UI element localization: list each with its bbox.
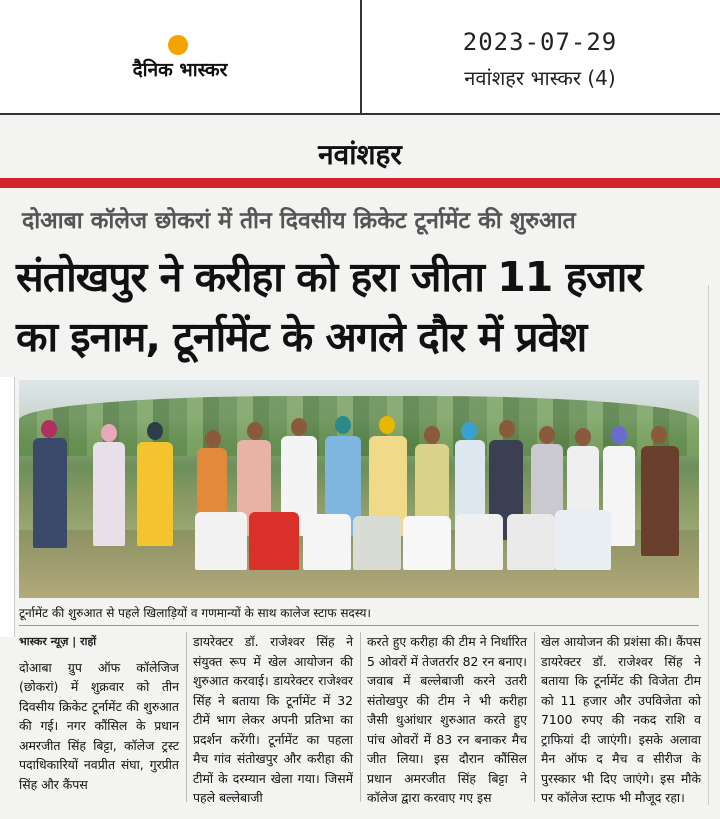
article-column-1 [19, 632, 179, 794]
head-figure [291, 418, 307, 436]
article-kicker: दोआबा कॉलेज छोकरां में तीन दिवसीय क्रिकेट टूर्नामेंट की शुरुआत [22, 208, 576, 234]
section-title: नवांशहर [318, 138, 402, 171]
article-headline [16, 247, 706, 367]
head-figure [424, 426, 440, 444]
player-figure [249, 512, 299, 570]
head-figure [499, 420, 515, 438]
player-figure [641, 446, 679, 556]
player-figure [195, 512, 247, 570]
red-divider [0, 178, 720, 188]
team-photo [19, 380, 699, 598]
article-column-3: करते हुए करीहा की टीम ने निर्धारित 5 ओवरों में तेजतर्रार 82 रन बनाए। जवाब में बल्लेबाजी करने उतरी संतोखपुर की टीम ने भी करीहा जैसी धुआंधार शुरुआत करते हुए पांच ओवरों में 83 रन बनाकर मैच जीत लिया। इस दौरान कौंसिल प्रधान अमरजीत सिंह बिट्टा ने कॉलेज द्वारा करवाए गए इस [367, 634, 527, 805]
column-divider [186, 632, 187, 802]
head-figure [651, 426, 667, 444]
publication-date: 2023-07-29 [462, 28, 618, 56]
edition-label: नवांशहर भास्कर (4) [464, 66, 616, 90]
player-figure [507, 514, 555, 570]
player-figure [353, 516, 401, 570]
column-divider [534, 632, 535, 802]
column-1-text: दोआबा ग्रुप ऑफ कॉलेजिज (छोकरां) में शुक्रवार को तीन दिवसीय क्रिकेट टूर्नामेंट की शुरुआत की गई। नगर कौंसिल के प्रधान अमरजीत सिंह बिट्टा, कॉलेज ट्रस्ट पदाधिकारियों नवप्रीत संघा, गुरप्रीत सिंह और कैंपस [19, 659, 179, 792]
player-figure [455, 514, 503, 570]
newspaper-page [0, 115, 720, 819]
head-figure [147, 422, 163, 440]
newspaper-logo: दैनिक भास्कर [132, 59, 228, 81]
player-figure [137, 442, 173, 546]
head-figure [247, 422, 263, 440]
adjacent-article-right [708, 285, 720, 805]
player-figure [93, 442, 125, 546]
head-figure [335, 416, 351, 434]
article-column-4: खेल आयोजन की प्रशंसा की। कैंपस डायरेक्टर डॉ. राजेश्वर सिंह ने बताया कि टूर्नामेंट की विजेता टीम को 11 हजार और उपविजेता को 7100 रुपए की नकद राशि व ट्राफियां दी जाएंगी। इसके अलावा मैन ऑफ द मैच व सीरीज के पुरस्कार भी दिए जाएंगे। इस मौके पर कॉलेज स्टाफ भी मौजूद रहा। [541, 634, 701, 805]
head-figure [205, 430, 221, 448]
article-column-2: डायरेक्टर डॉ. राजेश्वर सिंह ने संयुक्त रूप में खेल आयोजन की शुरुआत करवाई। डायरेक्टर राजेश्वर सिंह ने बताया कि टूर्नामेंट में 32 टीमें भाग लेकर अपनी प्रतिभा का प्रदर्शन करेंगी। टूर्नामेंट का पहला मैच गांव संतोखपुर और करीहा की टीमों के दरम्यान खेला गया। जिसमें पहले बल्लेबाजी [193, 634, 353, 805]
player-figure [33, 438, 67, 548]
clipping-header [0, 0, 720, 115]
headline-line-2: का इनाम, टूर्नामेंट के अगले दौर में प्रवेश [16, 313, 587, 361]
head-figure [461, 422, 477, 440]
head-figure [379, 416, 395, 434]
sun-logo-icon [168, 35, 188, 55]
player-figure [403, 516, 451, 570]
byline: भास्कर न्यूज़ | राहों [19, 635, 97, 648]
column-divider [360, 632, 361, 802]
player-figure [555, 510, 611, 570]
headline-line-1: संतोखपुर ने करीहा को हरा जीता 11 हजार [16, 253, 643, 301]
head-figure [41, 420, 57, 438]
photo-caption: टूर्नामेंट की शुरुआत से पहले खिलाड़ियों व गणमान्यों के साथ कालेज स्टाफ सदस्य। [19, 604, 699, 626]
head-figure [611, 426, 627, 444]
header-divider [360, 0, 362, 113]
article-body [19, 632, 704, 814]
adjacent-article-left [0, 377, 15, 637]
head-figure [575, 428, 591, 446]
player-figure [303, 514, 351, 570]
head-figure [539, 426, 555, 444]
head-figure [101, 424, 117, 442]
